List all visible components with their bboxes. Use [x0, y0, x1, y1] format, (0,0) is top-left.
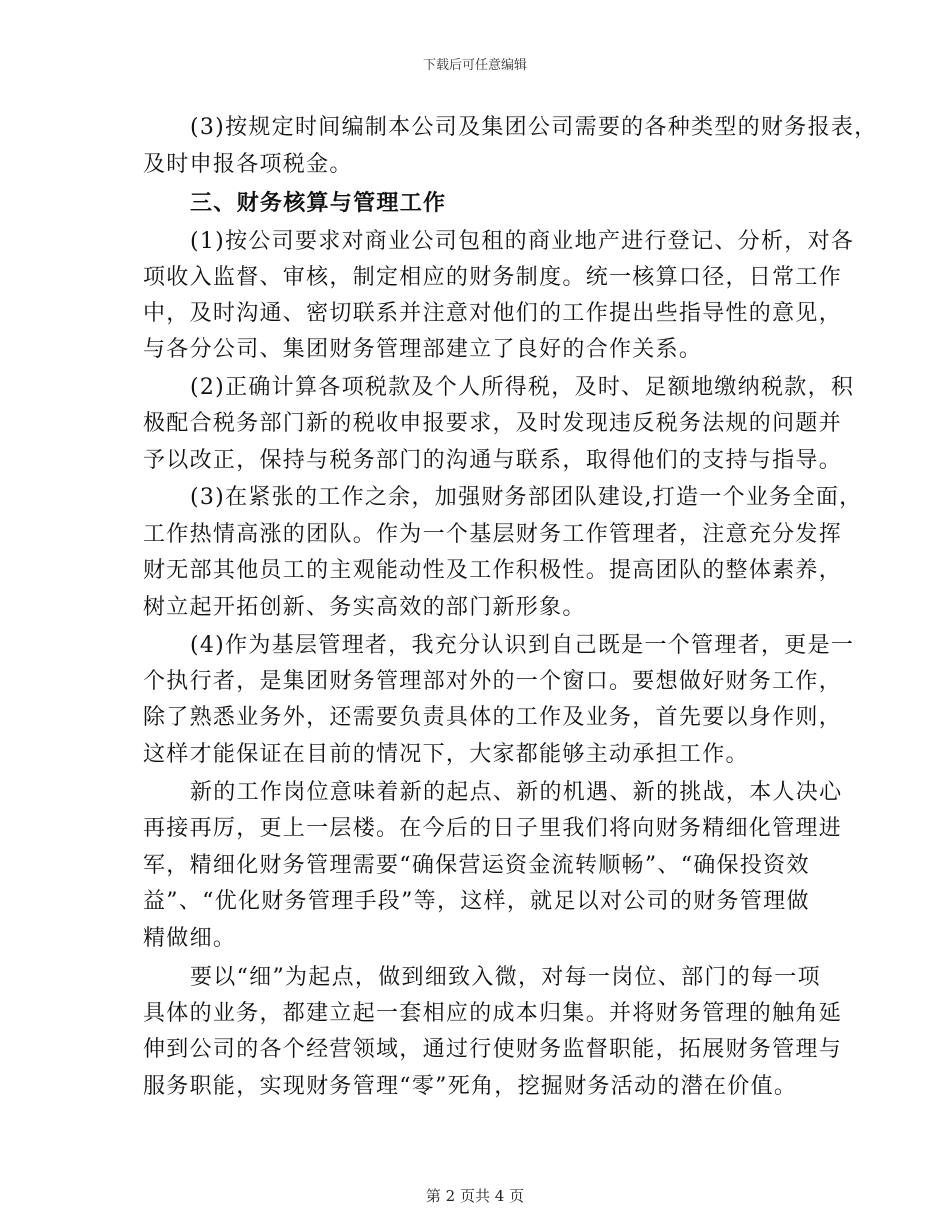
text-line: 新的工作岗位意味着新的起点、新的机遇、新的挑战，本人决心: [190, 780, 843, 805]
text-line: 财无部其他员工的主观能动性及工作积极性。提高团队的整体素养，: [143, 558, 843, 583]
text-line: 伸到公司的各个经营领域，通过行使财务监督职能，拓展财务管理与: [143, 1037, 843, 1062]
text-line: 个执行者，是集团财务管理部对外的一个窗口。要想做好财务工作，: [143, 669, 843, 694]
text-line: 要以“细”为起点，做到细致入微，对每一岗位、部门的每一项: [190, 965, 821, 990]
section-heading: 三、财务核算与管理工作: [190, 190, 447, 216]
text-line: 再接再厉，更上一层楼。在今后的日子里我们将向财务精细化管理进: [143, 816, 843, 841]
page-header: 下载后可任意编辑: [422, 58, 527, 73]
text-line: (4)作为基层管理者，我充分认识到自己既是一个管理者，更是一: [190, 633, 855, 658]
text-line: 军，精细化财务管理需要“确保营运资金流转顺畅”、“确保投资效: [143, 853, 810, 878]
text-line: 极配合税务部门新的税收申报要求，及时发现违反税务法规的问题并: [143, 411, 843, 436]
text-line: (3)在紧张的工作之余，加强财务部团队建设,打造一个业务全面，: [190, 485, 863, 510]
text-line: 树立起开拓创新、务实高效的部门新形象。: [143, 595, 586, 620]
text-line: 中，及时沟通、密切联系并注意对他们的工作提出些指导性的意见，: [143, 301, 843, 326]
text-line: (2)正确计算各项税款及个人所得税，及时、足额地缴纳税款，积: [190, 375, 855, 400]
text-line: 予以改正，保持与税务部门的沟通与联系，取得他们的支持与指导。: [143, 448, 843, 473]
text-line: (1)按公司要求对商业公司包租的商业地产进行登记、分析，对各: [190, 229, 855, 254]
text-line: 益”、“优化财务管理手段”等，这样，就足以对公司的财务管理做: [143, 889, 810, 914]
text-line: 具体的业务，都建立起一套相应的成本归集。并将财务管理的触角延: [143, 1001, 843, 1026]
text-line: 这样才能保证在目前的情况下，大家都能够主动承担工作。: [143, 742, 749, 767]
text-line: 精做细。: [143, 926, 237, 951]
text-line: 与各分公司、集团财务管理部建立了良好的合作关系。: [143, 337, 703, 362]
text-line: 工作热情高涨的团队。作为一个基层财务工作管理者，注意充分发挥: [143, 522, 843, 547]
text-line: 及时申报各项税金。: [143, 152, 353, 177]
page-footer: 第 2 页共 4 页: [425, 1187, 525, 1205]
text-line: 项收入监督、审核，制定相应的财务制度。统一核算口径，日常工作: [143, 265, 843, 290]
text-line: 除了熟悉业务外，还需要负责具体的工作及业务，首先要以身作则，: [143, 705, 843, 730]
text-line: 服务职能，实现财务管理“零”死角，挖掘财务活动的潜在价值。: [143, 1074, 798, 1099]
text-line: (3)按规定时间编制本公司及集团公司需要的各种类型的财务报表，: [190, 115, 878, 140]
